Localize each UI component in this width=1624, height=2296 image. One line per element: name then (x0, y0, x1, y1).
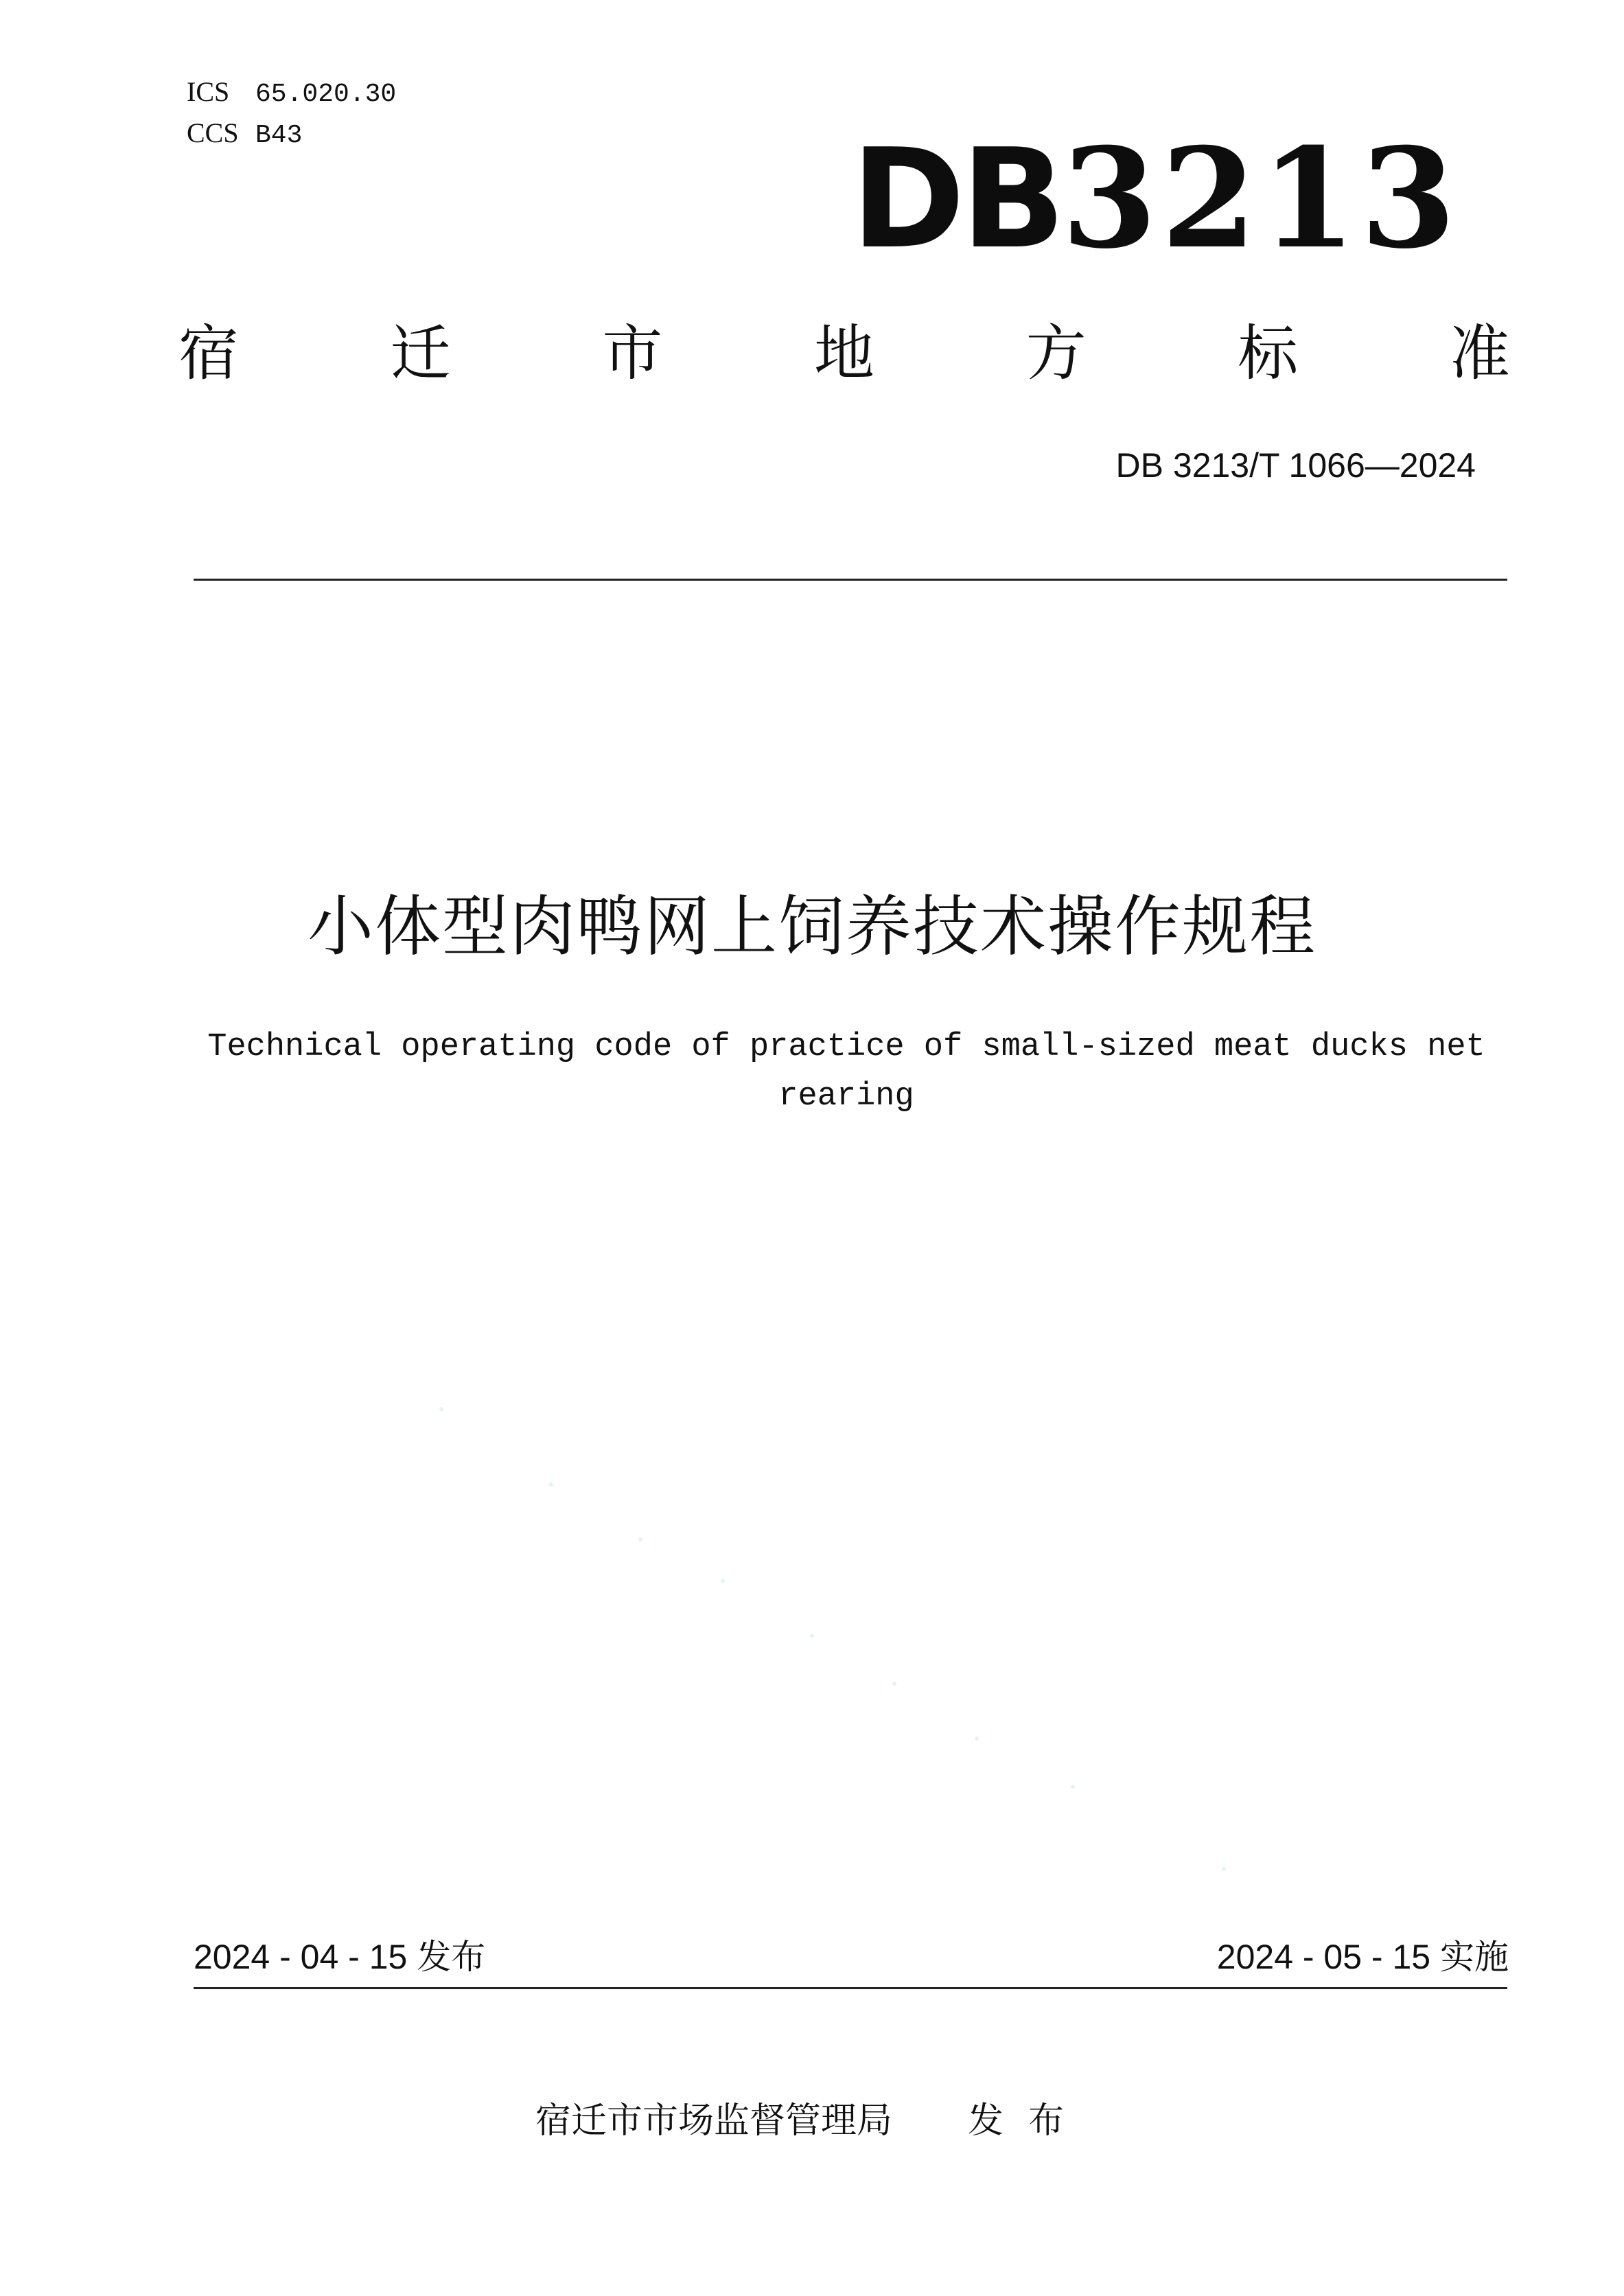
background-speck (975, 1737, 979, 1741)
db-logo-letters: DB (851, 119, 1062, 279)
db-standard-logo (851, 118, 1461, 279)
background-speck (439, 1407, 443, 1411)
publisher-name: 宿迁市市场监督管理局 (535, 2100, 892, 2142)
standard-type-char: 市 (602, 318, 663, 389)
background-speck (892, 1682, 896, 1686)
implementation-label: 实施 (1440, 1937, 1509, 1977)
issue-label: 发布 (417, 1937, 486, 1977)
issue-date-line (194, 1934, 485, 1980)
standard-type-char: 地 (813, 318, 874, 389)
standard-type-char: 标 (1238, 318, 1299, 389)
ics-value: 65.020.30 (255, 80, 397, 109)
standard-type-heading (178, 316, 1510, 391)
standard-number: DB 3213/T 1066—2024 (1115, 446, 1476, 485)
background-speck (638, 1538, 642, 1542)
standard-type-char: 方 (1025, 318, 1087, 389)
ics-label: ICS (187, 76, 230, 107)
db-logo-code: 3213 (1061, 118, 1461, 279)
background-speck (721, 1579, 725, 1583)
background-speck (810, 1634, 814, 1638)
header-divider (194, 579, 1507, 581)
implementation-date: 2024 - 05 - 15 (1216, 1938, 1431, 1976)
footer-divider (194, 1987, 1507, 1989)
background-speck (549, 1483, 553, 1487)
publisher-action: 发布 (968, 2100, 1089, 2142)
ccs-classification (187, 117, 302, 152)
issue-date: 2024 - 04 - 15 (194, 1938, 408, 1976)
implementation-date-line (1217, 1934, 1509, 1980)
ics-classification (187, 76, 396, 111)
chinese-title: 小体型肉鸭网上饲养技术操作规程 (308, 888, 1316, 965)
publisher-line (0, 2097, 1624, 2145)
standard-type-char: 宿 (178, 318, 240, 389)
standard-type-char: 准 (1449, 318, 1510, 389)
ccs-value: B43 (255, 121, 303, 150)
ccs-label: CCS (187, 117, 239, 148)
background-speck (1071, 1785, 1075, 1789)
english-title: Technical operating code of practice of small-sized meat ducks net rearing (207, 1029, 1485, 1115)
standard-type-char: 迁 (390, 318, 451, 389)
background-speck (1222, 1867, 1226, 1871)
